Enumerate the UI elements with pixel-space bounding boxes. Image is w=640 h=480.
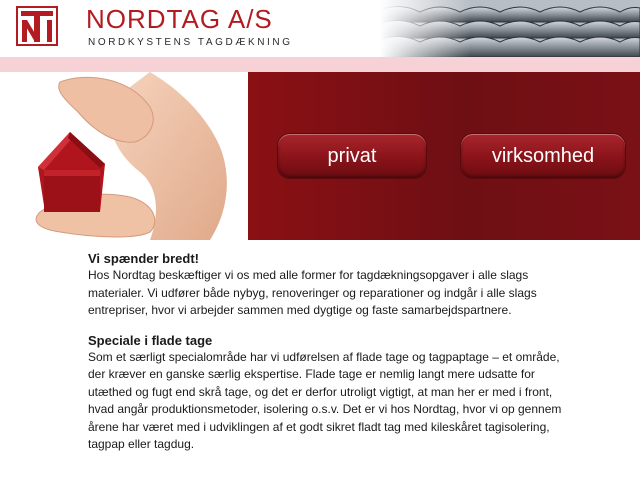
section-speciale-flade-tage [88, 332, 563, 454]
section-body: Som et særligt specialområde har vi udførelsen af flade tage og tagpaptage – et område, der kræver en ganske særlig ekspertise. Flade tage er nemlig langt mere udsatte for utæthed og fugt end skrå tage, og det er derfor utroligt vigtigt, at man her er med i front, hvad angår produktionsmetoder, isolering o.s.v. Det er vi hos Nordtag, hvor vi op gennem årene har været med i udviklingen af et godt sikret fladt tag med kileskåret tagisolering, tagpap eller tagdug. [88, 349, 562, 451]
brand-name[interactable]: NORDTAG A/S [86, 4, 273, 34]
brand-tagline: NORDKYSTENS TAGDÆKNING [88, 37, 293, 48]
red-nav-panel [248, 72, 640, 240]
section-title: Vi spænder bredt! [88, 251, 200, 266]
section-title: Speciale i flade tage [88, 332, 213, 348]
hero-banner [0, 72, 640, 240]
hand-house-photo [0, 72, 248, 240]
nt-logo-icon[interactable] [16, 6, 58, 46]
privat-button[interactable]: privat [278, 134, 426, 178]
virksomhed-button[interactable]: virksomhed [461, 134, 625, 178]
site-header [0, 0, 640, 57]
hand-house-illustration [0, 72, 248, 240]
main-content [88, 250, 563, 454]
section-vi-spaender-bredt [88, 250, 563, 320]
pink-divider-band [0, 57, 640, 72]
roof-tiles-image [380, 0, 640, 57]
section-body: Hos Nordtag beskæftiger vi os med alle former for tagdækningsopgaver i alle slags materialer. Vi udfører både nybyg, renoveringer og reparationer og indgår i alle slags entrepriser, hvor vi arbejder sammen med dygtige og faste samarbejdspartnere. [88, 268, 537, 317]
